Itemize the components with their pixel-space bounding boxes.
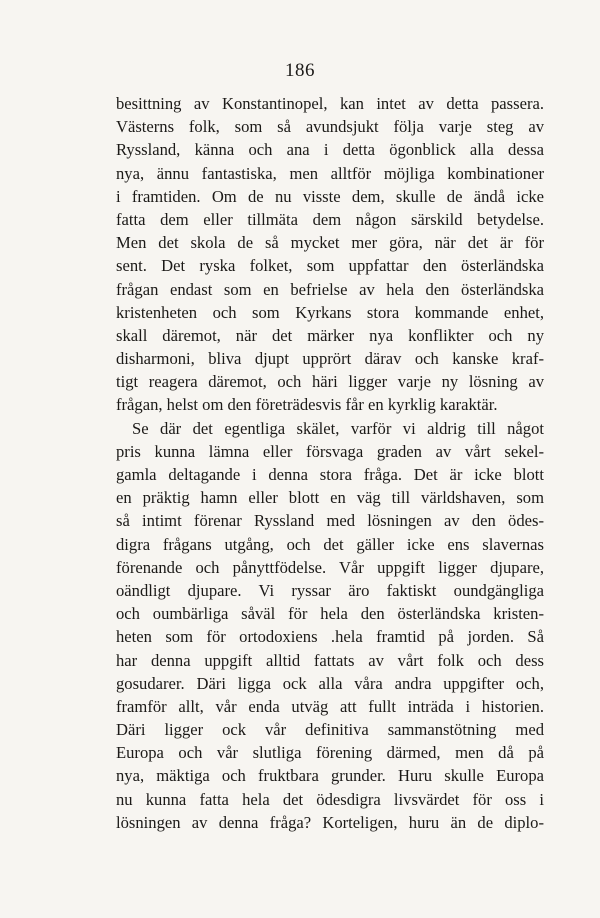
text-line: frågan, helst om den företrädesvis får en kyrklig karaktär.	[116, 395, 498, 415]
text-line: pris kunna lämna eller försvaga graden av vårt sekel-	[116, 441, 544, 461]
text-line: nu kunna fatta hela det ödesdigra livsvärdet för oss i	[116, 789, 544, 809]
text-line: nya, ännu fantastiska, men alltför möjliga kombinationer	[116, 163, 544, 183]
text-line: oändligt djupare. Vi ryssar äro faktiskt oundgängliga	[116, 580, 544, 600]
text-line: sent. Det ryska folket, som uppfattar den österländska	[116, 256, 544, 276]
text-line: disharmoni, bliva djupt upprört därav och kanske kraf-	[116, 349, 544, 369]
text-line: framför allt, vår enda utväg att fullt inträda i historien.	[116, 696, 544, 716]
text-line: lösningen av denna fråga? Korteligen, huru än de diplo-	[116, 812, 544, 832]
text-line: tigt reagera däremot, och häri ligger varje ny lösning av	[116, 372, 544, 392]
text-line: och oumbärliga såväl för hela den österländska kristen-	[116, 604, 544, 624]
text-line: en präktig hamn eller blott en väg till världshaven, som	[116, 488, 544, 508]
text-line: nya, mäktiga och fruktbara grunder. Huru skulle Europa	[116, 766, 544, 786]
text-line: Däri ligger ock vår definitiva sammanstötning med	[116, 720, 544, 740]
text-line: gamla deltagande i denna stora fråga. Det är icke blott	[116, 465, 544, 484]
text-line: Västerns folk, som så avundsjukt följa varje steg av	[116, 117, 544, 137]
text-line: Se där det egentliga skälet, varför vi aldrig till något	[132, 418, 544, 438]
page-number: 186	[285, 60, 315, 81]
text-line: så intimt förenar Ryssland med lösningen av den ödes-	[116, 511, 544, 531]
text-line: Ryssland, känna och ana i detta ögonblick alla dessa	[116, 140, 544, 160]
text-line: fatta dem eller tillmäta dem någon särskild betydelse.	[116, 209, 544, 229]
text-line: i framtiden. Om de nu visste dem, skulle de ändå icke	[116, 186, 544, 206]
text-line: förenande och pånyttfödelse. Vår uppgift ligger djupare,	[116, 557, 544, 577]
body-text	[116, 92, 544, 834]
text-line: har denna uppgift alltid fattats av vårt folk och dess	[116, 650, 544, 670]
text-line: besittning av Konstantinopel, kan intet av detta passera.	[116, 94, 544, 113]
text-line: digra frågans utgång, och det gäller icke ens slavernas	[116, 534, 544, 554]
text-line: skall däremot, när det märker nya konflikter och ny	[116, 325, 544, 345]
text-line: heten som för ortodoxiens .hela framtid på jorden. Så	[116, 627, 544, 647]
text-line: Men det skola de så mycket mer göra, när det är för	[116, 233, 544, 253]
text-line: gosudarer. Däri ligga ock alla våra andra uppgifter och,	[116, 673, 544, 693]
text-line: Europa och vår slutliga förening därmed, men då på	[116, 743, 544, 763]
text-line: frågan endast som en befrielse av hela den österländska	[116, 279, 544, 299]
text-line: kristenheten och som Kyrkans stora kommande enhet,	[116, 302, 544, 322]
